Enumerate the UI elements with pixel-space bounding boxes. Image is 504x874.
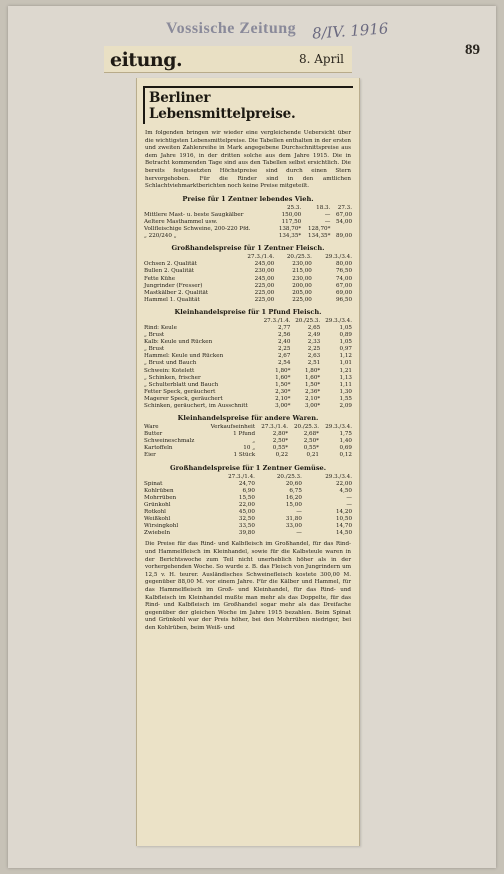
table-row <box>143 382 353 389</box>
price-cell: 0,12 <box>339 452 352 459</box>
price-cell <box>331 226 353 233</box>
price-cell: 1,60* <box>304 374 321 381</box>
price-cell: 22,00 <box>335 480 352 487</box>
price-cell: 31,80 <box>285 516 302 523</box>
price-cell: 2,63 <box>307 353 321 360</box>
price-cell: „ <box>252 438 256 445</box>
price-cell: 150,00 <box>281 211 302 218</box>
price-cell: 14,20 <box>335 509 352 516</box>
row-label: „ 220/240 „ <box>144 233 177 240</box>
row-label: „ Brust <box>144 332 165 339</box>
table-header-cell <box>143 318 260 325</box>
table-row <box>143 212 353 219</box>
price-cell: 1,50* <box>304 381 321 388</box>
row-label: „ Schulterblatt und Bauch <box>144 381 219 388</box>
table-row <box>143 438 353 445</box>
price-cell: 0,55* <box>272 445 289 452</box>
table-header-cell: 18.3. <box>316 204 331 211</box>
price-cell: 80,00 <box>335 261 352 268</box>
price-cell: 1 Pfund <box>233 431 256 438</box>
masthead-date: 8. April <box>298 52 344 66</box>
price-cell: 22,00 <box>238 501 255 508</box>
table-header-row <box>143 474 353 481</box>
table-row <box>143 481 353 488</box>
table-header-cell: 29.3./3.4. <box>325 424 352 431</box>
price-cell: 2,36* <box>304 388 321 395</box>
handwritten-date: 8/IV. 1916 <box>311 19 389 43</box>
price-cell: 225,00 <box>254 282 275 289</box>
table-header-cell: 20./25.3. <box>276 473 302 480</box>
row-label: Bullen 2. Qualität <box>144 268 195 275</box>
price-cell: — <box>296 530 302 537</box>
price-cell: 15,00 <box>285 501 302 508</box>
price-cell: 138,70* <box>278 226 302 233</box>
price-cell: 134,35* <box>278 233 302 240</box>
price-cell: 24,70 <box>238 480 255 487</box>
table-header-row <box>143 205 353 212</box>
price-cell: 225,00 <box>292 296 312 303</box>
row-label: „ Brust und Bauch <box>144 360 197 367</box>
price-cell: 2,50* <box>303 438 319 445</box>
table-row <box>143 530 353 537</box>
price-cell: 2,40 <box>277 339 291 346</box>
price-cell: 0,55* <box>303 445 319 452</box>
table-row <box>143 276 353 283</box>
price-cell: 230,00 <box>292 261 312 268</box>
table-header-row <box>143 318 353 325</box>
section-title: Großhandelspreise für 1 Zentner Gemüse. <box>169 463 327 472</box>
row-label: Weißkohl <box>144 516 171 523</box>
price-cell: 0,89 <box>339 332 352 339</box>
row-label: Hammel 1. Qualität <box>144 296 200 303</box>
section-title: Kleinhandelspreise für andere Waren. <box>177 414 319 423</box>
row-label: Fette Kühe <box>144 275 176 282</box>
price-table <box>143 205 353 240</box>
masthead-text: eitung. <box>110 49 183 71</box>
price-cell: 2,50* <box>272 438 289 445</box>
row-label: Kartoffeln <box>144 445 173 452</box>
row-label: Grünkohl <box>144 501 171 508</box>
price-cell: 230,00 <box>292 275 312 282</box>
price-table <box>143 318 353 410</box>
table-header-cell: 29.3./3.4. <box>325 473 352 480</box>
row-label: Vollfleischige Schweine, 200-220 Pfd. <box>144 226 251 233</box>
row-label: Mohrrüben <box>144 494 177 501</box>
price-cell: 0,22 <box>275 452 289 459</box>
price-cell: — <box>346 494 352 501</box>
table-row <box>143 523 353 530</box>
price-cell: 2,10* <box>275 395 291 402</box>
price-cell: 1,40 <box>339 438 352 445</box>
row-label: Schinken, geräuchert, im Ausschnitt <box>144 403 248 409</box>
price-cell: 15,50 <box>238 494 255 501</box>
price-cell: 134,35* <box>308 233 331 240</box>
table-row <box>143 268 353 275</box>
row-label: Mastkälber 2. Qualität <box>144 289 209 296</box>
table-header-cell <box>143 474 206 481</box>
article-notes: Die Preise für das Rind- und Kalbfleisch im Großhandel, für das Rind- und Hammelfleisch im Kleinhandel, sowie für die Kalbsteule waren in der Berichtswoche zum Teil nicht unerheblich höher als in der vorhergehenden Woche. So wurde z. B. das Fleisch von Jungrindern um 12,5 v. H. teurer. Ausländisches Schweinefleisch kostete 300,00 M. gegenüber 88,00 M. vor einem Jahre. Für die Kälber und Hammel, für das Hammelfleisch im Groß- und Kleinhandel, für das Rind- und Kalbfleisch im Kleinhandel mußte man mehr als das Doppelte, für das Rind- und Kalbfleisch im Großhandel sogar mehr als das Dreifache gegenüber der gleichen Woche im Jahre 1915 bezahlen. Beim Spinat und Grünkohl war der Preis höher, bei den Mohrrüben niedriger, bei den Kohlrüben, beim Weiß- und <box>145 541 351 631</box>
price-cell: 76,50 <box>335 268 352 275</box>
price-cell: 2,68* <box>303 431 319 438</box>
row-label: Schweineschmalz <box>144 438 195 445</box>
table-row <box>143 488 353 495</box>
price-cell: 1,30 <box>339 388 352 395</box>
row-label: „ Brust <box>144 346 165 353</box>
table-row <box>143 495 353 502</box>
price-cell: 39,80 <box>238 530 255 537</box>
price-cell: 1,12 <box>339 353 352 360</box>
row-label: Ochsen 2. Qualität <box>144 261 197 268</box>
table-header-cell: 27.3. <box>337 204 352 211</box>
table-header-cell <box>143 254 235 261</box>
clipping-masthead <box>104 46 352 73</box>
price-cell: 2,33 <box>307 339 321 346</box>
table-row <box>143 452 353 459</box>
price-cell: 33,50 <box>238 523 255 530</box>
table-header-cell: 27.3./1.4. <box>261 424 289 431</box>
price-cell: 1,50* <box>275 381 291 388</box>
price-table <box>143 254 353 304</box>
price-cell: — <box>324 211 331 218</box>
price-cell: 69,00 <box>335 289 352 296</box>
price-cell: 1,05 <box>339 339 352 346</box>
price-cell: 2,49 <box>307 332 321 339</box>
price-cell: 14,70 <box>335 523 352 530</box>
article-clipping <box>136 78 360 846</box>
row-label: Eier <box>144 452 156 459</box>
price-cell: 2,56 <box>277 332 291 339</box>
article-intro: Im folgenden bringen wir wieder eine vergleichende Uebersicht über die wichtigsten Lebensmittelpreise. Die Tabellen enthalten in der ersten und zweiten Zahlenreihe in Mark angegebene Durchschnittspreise aus dem Jahre 1916, in der dritten solche aus dem Jahre 1915. Die in Betracht kommenden Tage sind aus den Tabellen selbst ersichtlich. Die bereits festgesetzten Höchstpreise sind durch einen Stern hervorgehoben. Für die Rinder sind in den amtlichen Schlachtviehmarktberichten noch keine Preise mitgeteilt. <box>145 130 351 190</box>
price-cell: 1,60* <box>275 374 291 381</box>
price-cell: 2,51 <box>307 360 321 367</box>
price-cell: 33,00 <box>285 523 302 530</box>
table-row <box>143 297 353 304</box>
price-cell: 2,09 <box>339 403 352 409</box>
price-table <box>143 474 353 538</box>
price-cell: 2,10* <box>304 395 321 402</box>
price-cell: 1,05 <box>339 324 352 331</box>
page-number: 89 <box>465 42 480 58</box>
table-row <box>143 431 353 438</box>
table-row <box>143 233 353 240</box>
price-cell: 225,00 <box>254 296 275 303</box>
table-header-cell: 20./25.3. <box>295 317 321 324</box>
price-cell: 225,00 <box>254 289 275 296</box>
price-cell: 1,13 <box>339 374 352 381</box>
row-label: Rind: Keule <box>144 324 177 331</box>
price-cell: 245,00 <box>254 275 275 282</box>
row-label: Rotkohl <box>144 509 166 516</box>
table-header-cell: 20./25.3. <box>286 254 312 261</box>
table-row <box>143 261 353 268</box>
price-cell: 2,80* <box>272 431 289 438</box>
table-row <box>143 219 353 226</box>
table-header-row <box>143 424 353 431</box>
table-row <box>143 375 353 382</box>
price-cell: 10,50 <box>335 516 352 523</box>
row-label: Jungrinder (Fresser) <box>144 282 203 289</box>
price-cell: 1,55 <box>339 395 352 402</box>
price-cell: 32,50 <box>238 516 255 523</box>
table-row <box>143 226 353 233</box>
price-cell: 1,01 <box>339 360 352 367</box>
table-row <box>143 403 353 410</box>
row-label: Schwein: Kotelett <box>144 367 195 374</box>
price-cell: 2,65 <box>307 324 321 331</box>
section-title: Kleinhandelspreise für 1 Pfund Fleisch. <box>174 307 322 316</box>
price-cell: 3,00* <box>304 403 321 409</box>
table-header-cell: 27.3./1.4. <box>247 254 275 261</box>
table-row <box>143 290 353 297</box>
table-header-cell: 29.3./3.4. <box>325 317 352 324</box>
table-row <box>143 396 353 403</box>
table-row <box>143 516 353 523</box>
section-title: Preise für 1 Zentner lebendes Vieh. <box>182 194 314 203</box>
row-label: Mittlere Mast- u. beste Saugkälber <box>144 211 244 218</box>
table-row <box>143 346 353 353</box>
price-cell: 2,30* <box>275 388 291 395</box>
price-cell: 54,00 <box>335 218 352 225</box>
price-cell: 2,25 <box>307 346 321 353</box>
price-cell: 4,50 <box>339 487 352 494</box>
newspaper-stamp: Vossische Zeitung <box>166 20 297 37</box>
row-label: Wirsingkohl <box>144 523 179 530</box>
price-cell: 245,00 <box>254 261 275 268</box>
price-cell: 6,75 <box>289 487 302 494</box>
price-cell: 45,00 <box>238 509 255 516</box>
price-cell: 16,20 <box>285 494 302 501</box>
archive-sheet <box>8 6 496 868</box>
price-cell: 1,75 <box>339 431 352 438</box>
price-cell: 6,90 <box>242 487 255 494</box>
table-row <box>143 339 353 346</box>
price-sections <box>137 195 359 538</box>
price-cell: 0,97 <box>339 346 352 353</box>
price-cell: 96,50 <box>335 296 352 303</box>
price-cell: — <box>346 501 352 508</box>
price-cell: 2,67 <box>277 353 291 360</box>
price-cell: 67,00 <box>335 282 352 289</box>
price-cell: 1,11 <box>339 381 352 388</box>
price-cell: 0,69 <box>339 445 352 452</box>
price-cell: 1,21 <box>339 367 352 374</box>
table-header-cell: 27.3./1.4. <box>263 317 291 324</box>
table-row <box>143 353 353 360</box>
row-label: Butter <box>144 431 163 438</box>
table-row <box>143 445 353 452</box>
table-row <box>143 360 353 367</box>
price-cell: 3,00* <box>275 403 291 409</box>
price-cell: 74,00 <box>335 275 352 282</box>
row-label: Hammel: Keule und Rücken <box>144 353 224 360</box>
article-title: Berliner Lebensmittelpreise. <box>143 86 353 124</box>
row-label: Fetter Speck, geräuchert <box>144 388 216 395</box>
table-header-row <box>143 254 353 261</box>
table-row <box>143 368 353 375</box>
price-cell: 215,00 <box>292 268 312 275</box>
price-cell: 1,80* <box>304 367 321 374</box>
price-cell: 1,80* <box>275 367 291 374</box>
price-cell: 14,50 <box>335 530 352 537</box>
table-header-cell: 29.3./3.4. <box>325 254 352 261</box>
section-title: Großhandelspreise für 1 Zentner Fleisch. <box>171 244 325 253</box>
row-label: „ Schinken, frischer <box>144 374 201 381</box>
price-cell: 10 „ <box>243 445 256 452</box>
price-cell: 128,70* <box>308 226 331 233</box>
table-row <box>143 325 353 332</box>
price-table <box>143 424 353 459</box>
row-label: Spinat <box>144 480 163 487</box>
row-label: Zwiebeln <box>144 530 171 537</box>
price-cell: — <box>296 509 302 516</box>
table-header-cell: Verkaufseinheit <box>210 424 256 431</box>
price-cell: 200,00 <box>292 282 312 289</box>
price-cell: — <box>324 218 331 225</box>
table-header-cell: 20./25.3. <box>293 424 319 431</box>
price-cell: 2,25 <box>277 346 291 353</box>
table-row <box>143 502 353 509</box>
table-row <box>143 332 353 339</box>
table-header-cell: 27.3./1.4. <box>228 473 255 480</box>
row-label: Kohlrüben <box>144 487 174 494</box>
price-cell: 0,21 <box>306 452 319 459</box>
table-header-cell: Ware <box>144 424 159 431</box>
table-row <box>143 509 353 516</box>
price-cell: 1 Stück <box>233 452 256 459</box>
price-cell: 20,60 <box>285 480 302 487</box>
table-row <box>143 283 353 290</box>
row-label: Magerer Speck, geräuchert <box>144 395 223 402</box>
price-cell: 67,00 <box>335 211 352 218</box>
table-header-cell: 25.3. <box>286 204 302 211</box>
price-cell: 89,00 <box>335 233 352 240</box>
table-header-cell <box>143 205 273 212</box>
row-label: Kalb: Keule und Rücken <box>144 339 213 346</box>
price-cell: 2,77 <box>277 324 291 331</box>
table-row <box>143 389 353 396</box>
price-cell: 2,54 <box>277 360 291 367</box>
price-cell: 230,00 <box>254 268 275 275</box>
price-cell: 205,00 <box>292 289 312 296</box>
row-label: Aeltere Masthammel usw. <box>144 218 218 225</box>
price-cell: 117,50 <box>281 218 302 225</box>
